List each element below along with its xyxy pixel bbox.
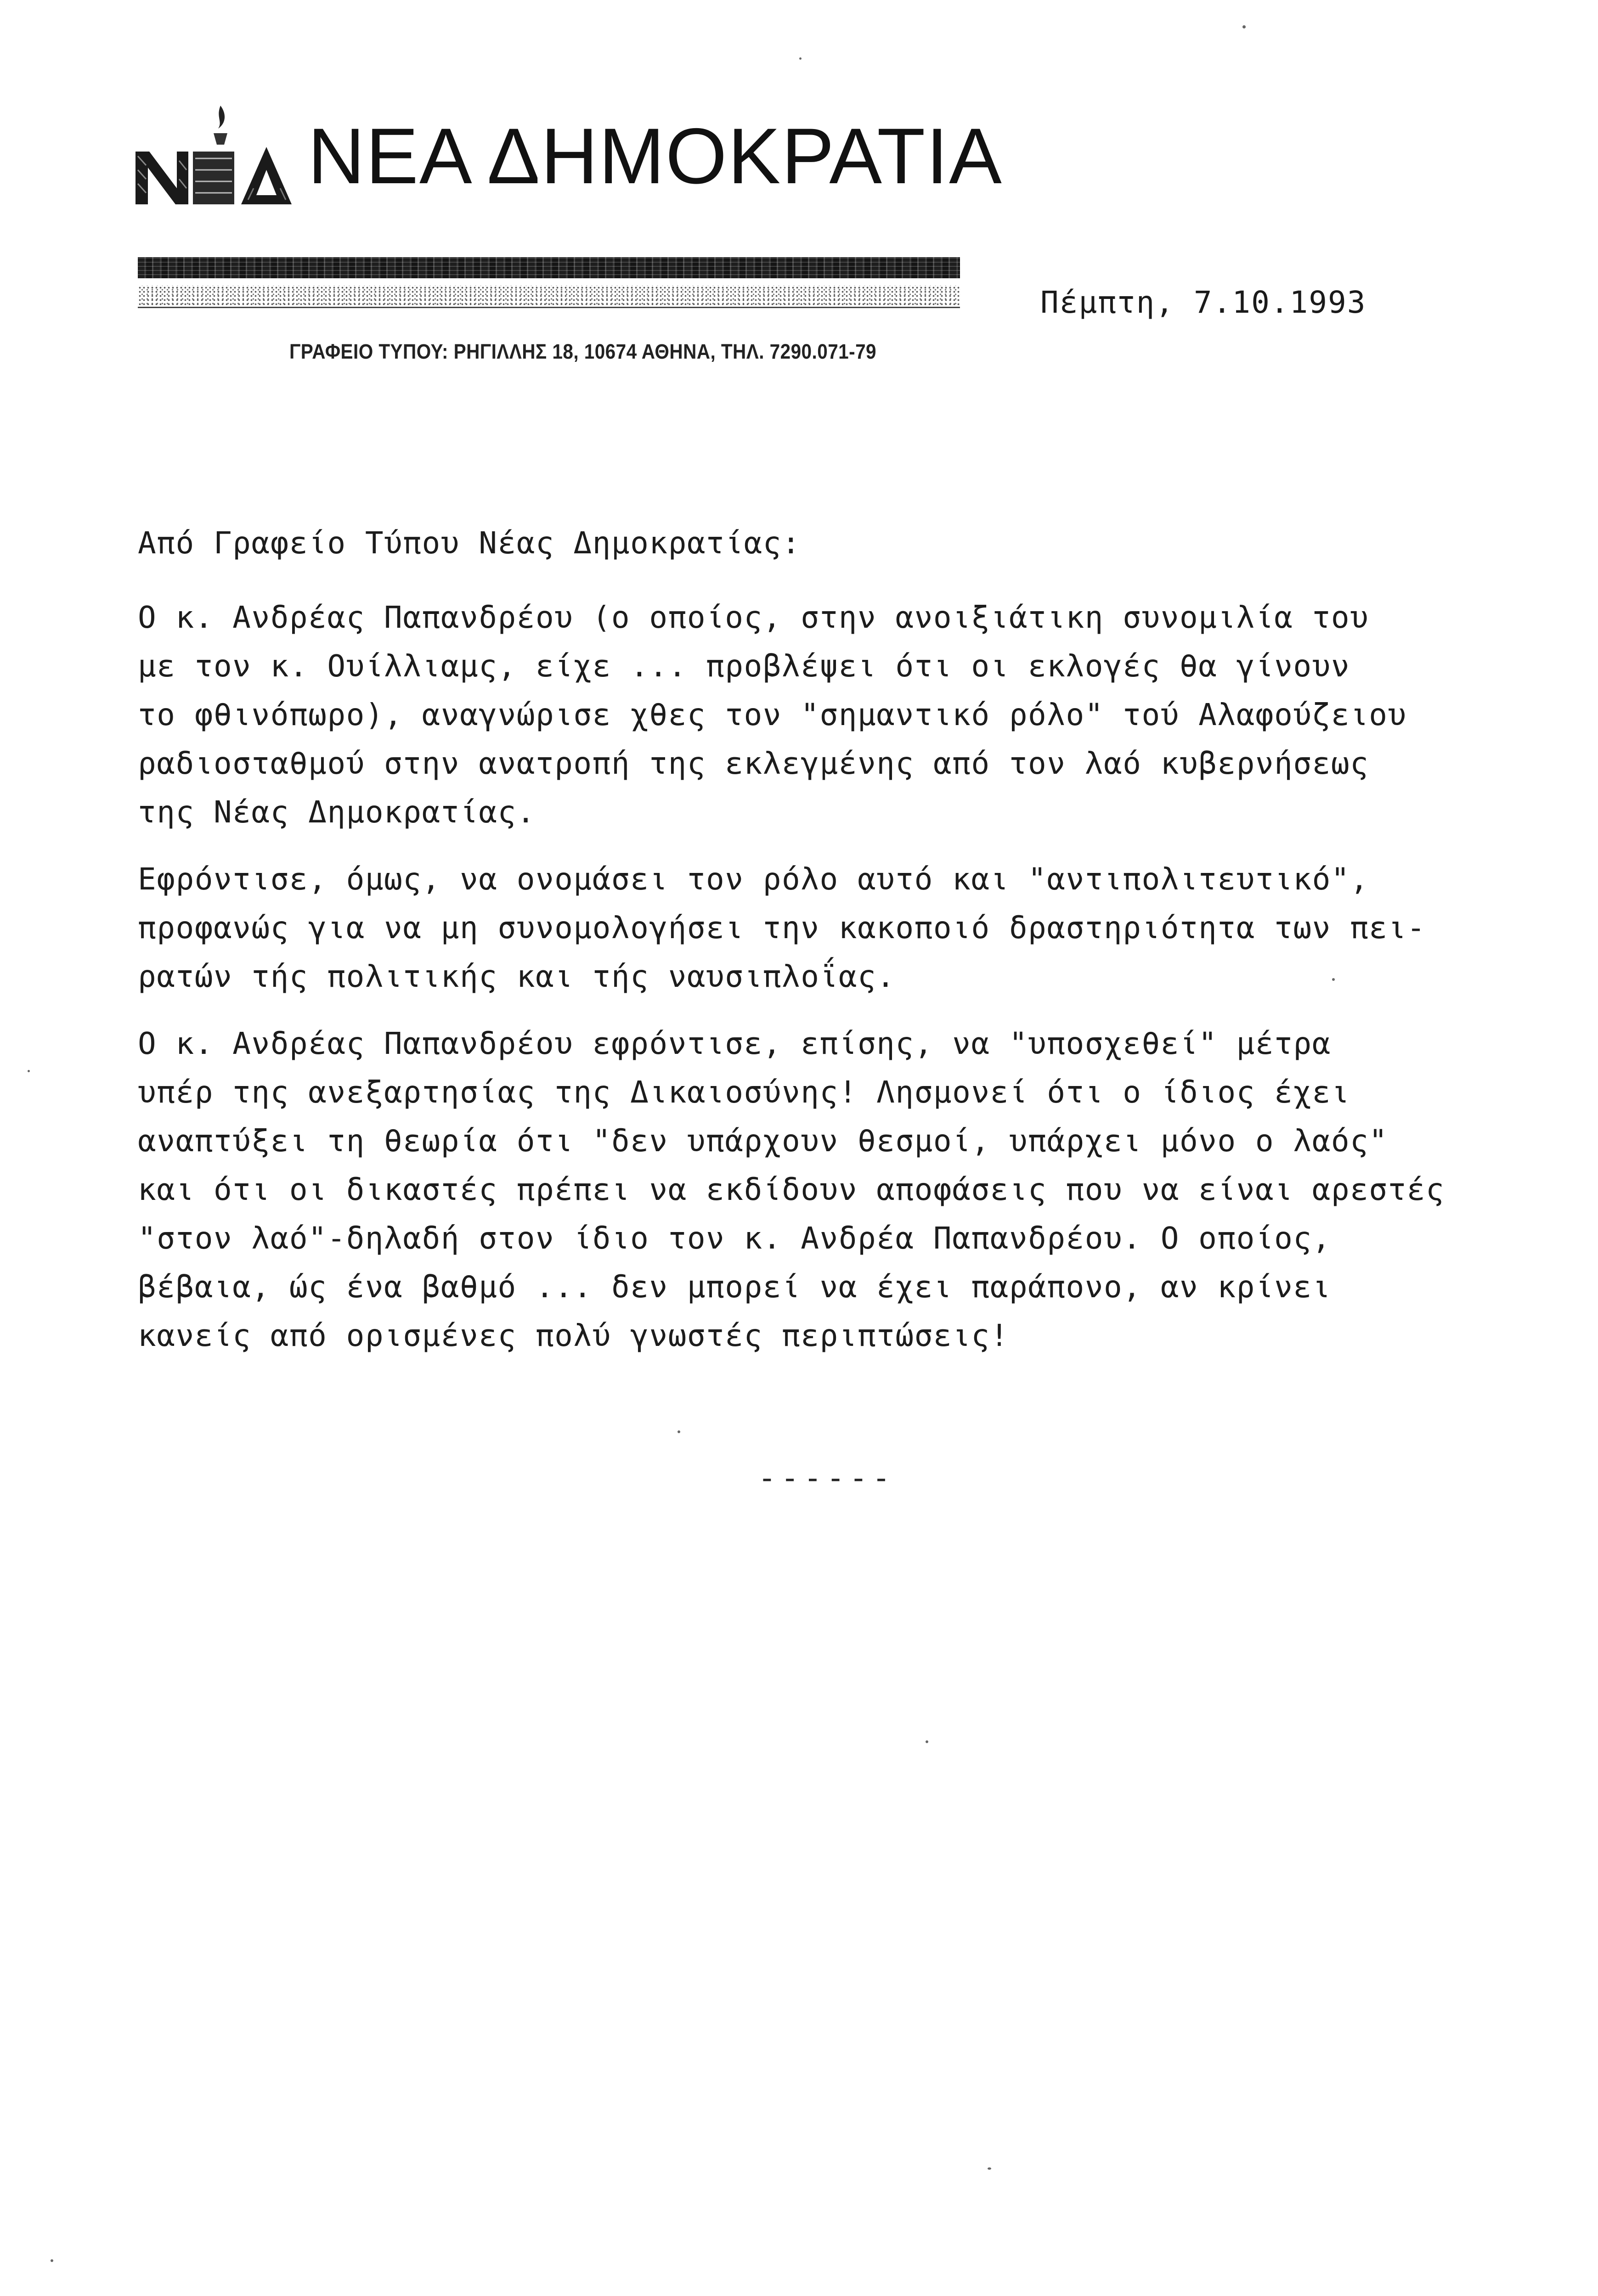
scan-speck [28,1070,30,1072]
document-date: Πέμπτη, 7.10.1993 [1040,285,1366,320]
paragraph-line: προφανώς για να μη συνομολογήσει την κακοποιό δραστηριότητα των πει- [138,910,1426,945]
scan-speck [799,57,802,60]
paragraph-line: Ο κ. Ανδρέας Παπανδρέου (ο οποίος, στην ανοιξιάτικη συνομιλία του [138,600,1369,635]
paragraph-line: "στον λαό"-δηλαδή στον ίδιο τον κ. Ανδρέα Παπανδρέου. Ο οποίος, [138,1221,1331,1256]
paragraph-line: Εφρόντισε, όμως, να ονομάσει τον ρόλο αυτό και "αντιπολιτευτικό", [138,861,1369,897]
scan-speck [1242,25,1246,28]
letterhead-bars [138,257,960,312]
paragraph-line: βέβαια, ώς ένα βαθμό ... δεν μπορεί να έχει παράπονο, αν κρίνει [138,1269,1331,1305]
intro-line: Από Γραφείο Τύπου Νέας Δημοκρατίας: [138,525,801,561]
paragraph-line: το φθινόπωρο), αναγνώρισε χθες τον "σημαντικό ρόλο" τού Αλαφούζειου [138,697,1407,732]
press-office-address: ΓΡΑΦΕΙΟ ΤΥΠΟΥ: ΡΗΓΙΛΛΗΣ 18, 10674 ΑΘΗΝΑ, ΤΗΛ. 7290.071-79 [289,340,877,363]
paragraph-line: με τον κ. Ουίλλιαμς, είχε ... προβλέψει ότι οι εκλογές θα γίνουν [138,648,1350,684]
scan-speck [51,2259,53,2262]
paragraph-line: αναπτύξει τη θεωρία ότι "δεν υπάρχουν θεσμοί, υπάρχει μόνο ο λαός" [138,1123,1388,1159]
paragraph [138,855,1539,1001]
scan-speck [1332,978,1335,981]
organization-name: ΝΕΑ ΔΗΜΟΚΡΑΤΙΑ [308,112,1003,200]
paragraph-line: της Νέας Δημοκρατίας. [138,794,536,830]
party-logo-icon [133,101,299,211]
end-separator: ------ [758,1460,895,1496]
paragraph [138,593,1539,837]
paragraph [138,1019,1539,1360]
scan-speck [678,1430,680,1433]
letterhead-dark-bar [138,257,960,278]
document-body [138,519,1539,1379]
scan-speck [988,2167,991,2170]
scan-speck [926,1740,928,1743]
paragraph-line: υπέρ της ανεξαρτησίας της Δικαιοσύνης! Λησμονεί ότι ο ίδιος έχει [138,1075,1350,1110]
paragraph-line: ραδιοσταθμού στην ανατροπή της εκλεγμένης από τον λαό κυβερνήσεως [138,746,1369,781]
letterhead-halftone-bar [138,286,960,308]
paragraph-line: Ο κ. Ανδρέας Παπανδρέου εφρόντισε, επίσης, να "υποσχεθεί" μέτρα [138,1026,1331,1061]
paragraph-line: ρατών τής πολιτικής και τής ναυσιπλοΐας. [138,959,896,994]
logo-row [133,92,1003,211]
paragraph-line: και ότι οι δικαστές πρέπει να εκδίδουν αποφάσεις που να είναι αρεστές [138,1172,1445,1207]
paragraph-line: κανείς από ορισμένες πολύ γνωστές περιπτώσεις! [138,1318,1009,1353]
